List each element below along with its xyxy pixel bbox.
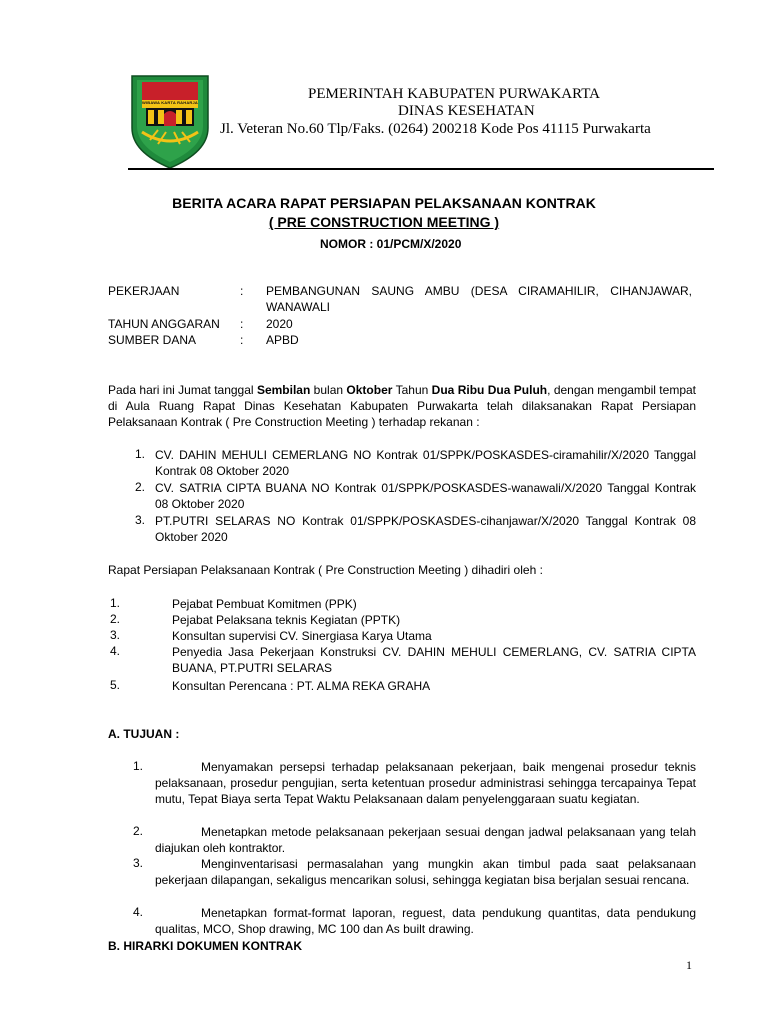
rekanan-item: CV. SATRIA CIPTA BUANA NO Kontrak 01/SPPK/POSKASDES-wanawali/X/2020 Tanggal Kontrak 08 Oktober 2020 — [155, 481, 696, 511]
document-number: NOMOR : 01/PCM/X/2020 — [320, 237, 462, 251]
list-number: 3. — [133, 856, 144, 870]
tujuan-item: Menyamakan persepsi terhadap pelaksanaan pekerjaan, baik mengenai prosedur teknis pelaksanaan, prosedur pengujian, serta ketentuan prosedur administrasi sehingga tercapainya Tepat mutu, Tepat Biaya serta Tepat Waktu Pelaksanaan dalam penyelenggaraan suatu kegiatan. — [155, 760, 696, 806]
header-government: PEMERINTAH KABUPATEN PURWAKARTA — [308, 86, 601, 102]
tujuan-item: Menetapkan metode pelaksanaan pekerjaan sesuai dengan jadwal pelaksanaan yang telah diajukan oleh kontraktor. — [155, 825, 696, 855]
rekanan-item: CV. DAHIN MEHULI CEMERLANG NO Kontrak 01/SPPK/POSKASDES-ciramahilir/X/2020 Tanggal Kontrak 08 Oktober 2020 — [155, 448, 696, 478]
tujuan-item: Menetapkan format-format laporan, reguest, data pendukung quantitas, data pendukung qualitas, MCO, Shop drawing, MC 100 dan As built drawing. — [155, 906, 696, 936]
list-number: 1. — [133, 759, 144, 773]
attendee-item: Pejabat Pelaksana teknis Kegiatan (PPTK) — [172, 613, 401, 627]
list-number: 2. — [135, 480, 146, 494]
list-number: 3. — [110, 628, 121, 642]
kabupaten-purwakarta-emblem — [128, 70, 212, 170]
intro-text: Pada hari ini Jumat tanggal — [108, 383, 257, 397]
info-value: APBD — [266, 333, 299, 347]
intro-month: Oktober — [346, 383, 393, 397]
info-colon: : — [240, 317, 244, 331]
rekanan-item: PT.PUTRI SELARAS NO Kontrak 01/SPPK/POSKASDES-cihanjawar/X/2020 Tanggal Kontrak 08 Oktober 2020 — [155, 514, 696, 544]
section-b-heading: B. HIRARKI DOKUMEN KONTRAK — [108, 939, 302, 953]
list-number: 4. — [110, 644, 121, 658]
page-number: 1 — [686, 958, 692, 972]
intro-day: Sembilan — [256, 383, 311, 397]
attendee-item: Penyedia Jasa Pekerjaan Konstruksi CV. DAHIN MEHULI CEMERLANG, CV. SATRIA CIPTA BUANA, PT.PUTRI SELARAS — [172, 645, 696, 675]
intro-year: Dua Ribu Dua Puluh — [431, 383, 548, 397]
document-subtitle-wrap — [0, 214, 768, 230]
document-subtitle: ( PRE CONSTRUCTION MEETING ) — [268, 214, 500, 230]
header-address: Jl. Veteran No.60 Tlp/Faks. (0264) 200218 Kode Pos 41115 Purwakarta — [220, 121, 651, 137]
info-label: PEKERJAAN — [108, 284, 180, 298]
list-number: 3. — [135, 513, 146, 527]
intro-text: , dengan mengambil tempat di Aula Ruang Rapat Dinas Kesehatan Kabupaten Purwakarta telah dilaksanakan Rapat Persiapan Pelaksanaan Kontrak ( Pre Construction Meeting ) terhadap rekanan : — [108, 383, 696, 429]
list-number: 2. — [133, 824, 144, 838]
attended-intro: Rapat Persiapan Pelaksanaan Kontrak ( Pre Construction Meeting ) dihadiri oleh : — [108, 563, 543, 577]
list-number: 5. — [110, 678, 121, 692]
info-colon: : — [240, 333, 244, 347]
list-number: 1. — [135, 447, 146, 461]
intro-paragraph — [108, 382, 696, 430]
tujuan-item: Menginventarisasi permasalahan yang mungkin akan timbul pada saat pelaksanaan pekerjaan dilapangan, sekaligus mencarikan solusi, sehingga kegiatan bisa berjalan sesuai rencana. — [155, 857, 696, 887]
info-label: TAHUN ANGGARAN — [108, 317, 220, 331]
header-divider — [128, 168, 714, 170]
list-number: 1. — [110, 596, 121, 610]
header-department: DINAS KESEHATAN — [398, 103, 535, 119]
intro-text: Tahun — [392, 383, 432, 397]
emblem-motto: WIBAWA KARTA RAHARJA — [141, 100, 199, 105]
attendee-item: Konsultan supervisi CV. Sinergiasa Karya Utama — [172, 629, 432, 643]
info-label: SUMBER DANA — [108, 333, 197, 347]
list-number: 2. — [110, 612, 121, 626]
info-value: 2020 — [266, 317, 293, 331]
info-value-cont: WANAWALI — [266, 300, 331, 314]
attendee-item: Pejabat Pembuat Komitmen (PPK) — [172, 597, 357, 611]
attendee-item: Konsultan Perencana : PT. ALMA REKA GRAHA — [172, 679, 431, 693]
info-value: PEMBANGUNAN SAUNG AMBU (DESA CIRAMAHILIR, CIHANJAWAR, — [266, 284, 692, 298]
document-title: BERITA ACARA RAPAT PERSIAPAN PELAKSANAAN KONTRAK — [172, 195, 596, 211]
section-a-heading: A. TUJUAN : — [108, 727, 180, 741]
list-number: 4. — [133, 905, 144, 919]
info-colon: : — [240, 284, 244, 298]
intro-text: bulan — [310, 383, 347, 397]
